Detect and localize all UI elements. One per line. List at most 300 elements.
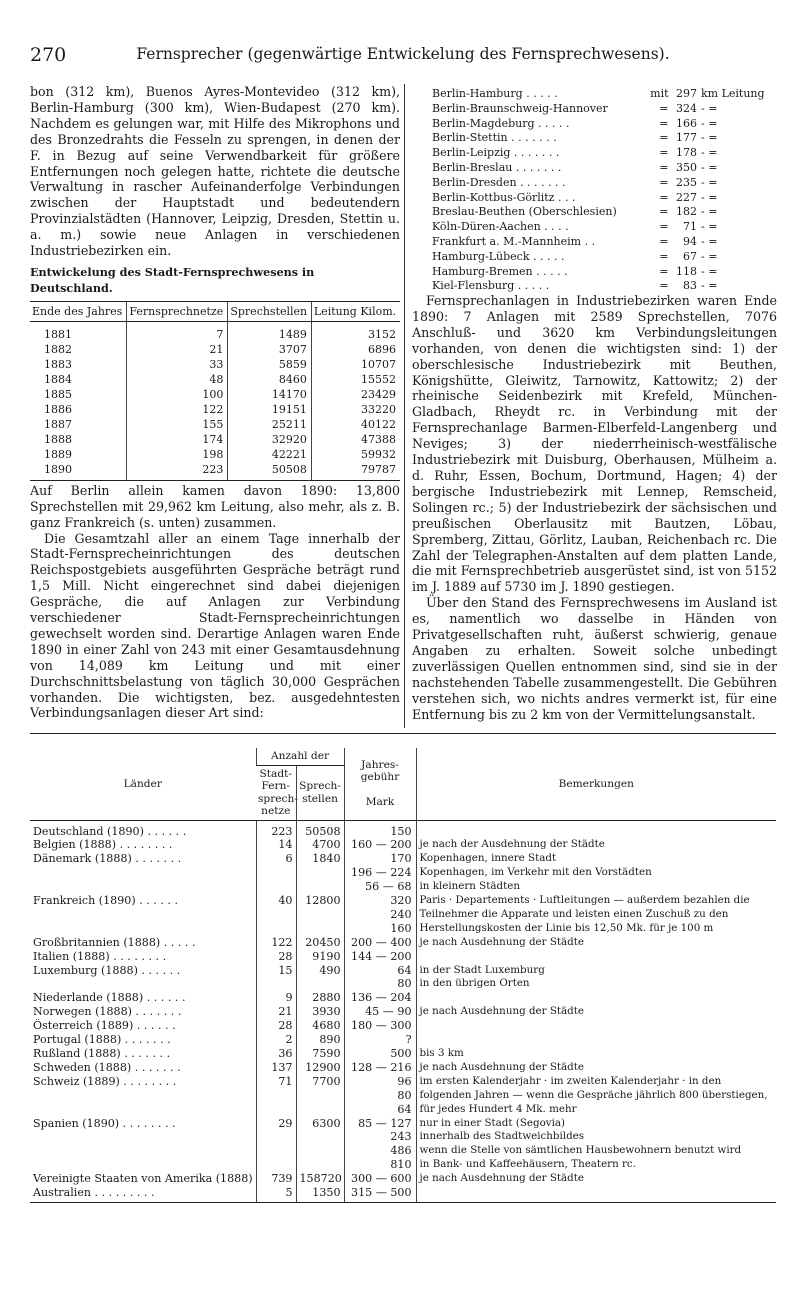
stats-cell-stations: 42221: [228, 447, 312, 462]
country-remarks: [416, 936, 776, 950]
fee-value: 500: [390, 1047, 412, 1060]
country-row: [30, 1047, 776, 1061]
stats-cell-networks: 174: [127, 432, 228, 447]
fee-value: 56 — 68: [365, 880, 412, 894]
route-km: 227: [676, 190, 697, 204]
stats-cell-lines: 40122: [311, 417, 400, 432]
country-networks: 739: [256, 1172, 296, 1186]
country-fees: [344, 1186, 416, 1202]
country-name: Frankreich (1890) . . . . . .: [33, 894, 178, 908]
left-paragraph-1: bon (312 km), Buenos Ayres-Montevideo (312 km), Berlin-Hamburg (300 km), Wien-Budapest (270 km). Nachdem es gelungen war, mit Hilfe des Mikrophons und des Bronzedrahts die Fesseln zu sprengen, in denen der F. in Bezug auf seine Verwendbarkeit für größere Entfernungen noch gelegen hatte, richtete die deutsche Verwaltung in rascher Aufeinanderfolge Verbindungen zwischen der Hauptstadt und bedeutendern Provinzialstädten (Hannover, Leipzig, Dresden, Stettin u. a. m.) sowie neue Anlagen in verschiedenen Industriebezirken ein.: [30, 84, 400, 259]
country-networks: 71: [256, 1075, 296, 1117]
stats-cell-stations: 32920: [228, 432, 312, 447]
country-fees: [344, 936, 416, 950]
country-name: Deutschland (1890) . . . . . .: [33, 824, 187, 838]
route-pre: mit: [650, 87, 669, 100]
fee-value: 64: [397, 963, 412, 977]
country-stations: 4700: [296, 838, 344, 852]
stats-row: [30, 342, 400, 357]
stats-cell-year: 1883: [44, 357, 72, 371]
country-networks: 28: [256, 1019, 296, 1033]
stats-cell-networks: 7: [127, 321, 228, 342]
country-fees: [344, 894, 416, 936]
route-cell: [430, 191, 645, 206]
route-dots: . . . .: [544, 220, 569, 234]
fee-value: 196 — 224: [351, 866, 412, 880]
country-name: Dänemark (1888) . . . . . . .: [33, 852, 182, 866]
fee-value: 45 — 90: [365, 1005, 412, 1019]
stats-cell-stations: 1489: [228, 321, 312, 342]
country-row: [30, 1019, 776, 1033]
stats-cell-networks: 122: [127, 402, 228, 417]
stats-col-stations: Sprechstellen: [228, 301, 312, 321]
stats-row: [30, 321, 400, 342]
country-name: Spanien (1890) . . . . . . . .: [33, 1116, 176, 1130]
fee-value: 180 — 300: [351, 1019, 412, 1033]
route-dots: . . . . .: [538, 116, 570, 130]
country-name: Rußland (1888) . . . . . . .: [33, 1047, 171, 1060]
route-km: 297: [676, 87, 697, 100]
col-netze: Stadt-Fern-sprech-netze: [256, 765, 296, 820]
country-remarks: [416, 820, 776, 838]
route-unit: - =: [701, 101, 718, 115]
country-row: [30, 1117, 776, 1173]
remark-line: in Bank- und Kaffeehäusern, Theatern rc.: [419, 1158, 636, 1171]
route-km: 178: [676, 146, 697, 160]
country-row: [30, 1172, 776, 1186]
country-fees: [344, 1061, 416, 1075]
col-anzahl: Anzahl der: [256, 748, 344, 765]
route-name: Berlin-Stettin: [432, 131, 508, 145]
route-cell: [430, 205, 645, 220]
country-fees: [344, 820, 416, 838]
country-stations: 2880: [296, 991, 344, 1005]
fee-value: 96: [397, 1074, 412, 1088]
route-pre: =: [659, 205, 669, 219]
countries-table: [30, 748, 776, 1203]
stats-cell-stations: 8460: [228, 372, 312, 387]
country-networks: 9: [256, 991, 296, 1005]
route-name: Hamburg-Lübeck: [432, 249, 530, 263]
route-dots: . . . . .: [533, 249, 565, 263]
stats-cell-lines: 23429: [311, 387, 400, 402]
country-fees: [344, 1075, 416, 1117]
route-unit: km Leitung: [701, 87, 765, 100]
country-name: Großbritannien (1888) . . . . .: [33, 935, 196, 949]
route-pre: =: [659, 131, 669, 145]
route-cell: [430, 146, 645, 161]
route-unit: - =: [701, 131, 718, 145]
country-row: [30, 964, 776, 992]
country-fees: [344, 1033, 416, 1047]
country-row: [30, 1075, 776, 1117]
remark-line: je nach Ausdehnung der Städte: [419, 1005, 584, 1018]
country-name: Belgien (1888) . . . . . . . .: [33, 838, 173, 852]
remark-line: in kleinern Städten: [419, 880, 520, 893]
stats-cell-lines: 33220: [311, 402, 400, 417]
country-row: [30, 936, 776, 950]
route-dots: . . . . . . .: [515, 160, 562, 174]
stats-row: [30, 417, 400, 432]
country-stations: 1840: [296, 852, 344, 894]
country-row: [30, 1186, 776, 1202]
right-column: [412, 293, 777, 722]
country-networks: 40: [256, 894, 296, 936]
stats-cell-networks: 223: [127, 462, 228, 481]
country-fees: [344, 852, 416, 894]
fee-value: 150: [390, 824, 412, 838]
route-dots: . . . . . . .: [511, 131, 557, 145]
stats-cell-networks: 198: [127, 447, 228, 462]
stats-table-caption: Entwickelung des Stadt-Fernsprechwesens in Deutschland.: [30, 264, 315, 295]
stats-col-lines: Leitung Kilom.: [311, 301, 400, 321]
route-name: Berlin-Leipzig: [432, 146, 511, 160]
stats-col-networks: Fernsprechnetze: [127, 301, 228, 321]
route-cell: [430, 176, 645, 191]
country-stations: 7700: [296, 1075, 344, 1117]
col-laender: Länder: [30, 748, 256, 820]
country-stations: 890: [296, 1033, 344, 1047]
route-row: [430, 279, 776, 294]
route-dots: . .: [584, 234, 596, 248]
country-row: [30, 852, 776, 894]
route-row: [430, 265, 776, 280]
stats-cell-year: 1890: [30, 462, 127, 481]
country-name: Schweiz (1889) . . . . . . . .: [33, 1074, 177, 1088]
country-stations: 7590: [296, 1047, 344, 1061]
stats-cell-networks: 21: [127, 342, 228, 357]
country-networks: 137: [256, 1061, 296, 1075]
country-stations: 20450: [296, 936, 344, 950]
fee-value: 80: [397, 1088, 412, 1102]
route-pre: =: [659, 146, 669, 160]
stats-cell-stations: 5859: [228, 357, 312, 372]
country-networks: 28: [256, 950, 296, 964]
stats-row: [30, 402, 400, 417]
country-row: [30, 950, 776, 964]
route-row: [430, 176, 776, 191]
col-gebuehr-unit: Mark: [365, 796, 395, 809]
country-stations: 1350: [296, 1186, 344, 1202]
stats-cell-stations: 50508: [228, 462, 312, 481]
left-paragraph-3: Die Gesamtzahl aller an einem Tage innerhalb der Stadt-Fernsprecheinrichtungen des deutschen Reichspostgebiets ausgeführten Gespräche beträgt rund 1,5 Mill. Nicht eingerechnet sind dabei diejenigen Gespräche, die auf Anlagen zur Verbindung verschiedener Stadt-Fernsprecheinrichtungen gewechselt worden sind. Derartige Anlagen waren Ende 1890 in einer Zahl von 243 mit einer Gesamtausdehnung von 14,089 km Leitung und mit einer Durchschnittsbelastung von täglich 30,000 Gesprächen vorhanden. Die wichtigsten, bez. ausgedehntesten Verbindungsanlagen dieser Art sind:: [30, 530, 400, 721]
country-remarks: [416, 1172, 776, 1186]
route-row: [430, 131, 776, 146]
fee-value: 128 — 216: [351, 1060, 412, 1074]
route-name: Berlin-Kottbus-Görlitz: [432, 190, 555, 204]
stats-row: [30, 387, 400, 402]
remark-line: bis 3 km: [419, 1047, 464, 1059]
stats-cell-stations: 14170: [228, 387, 312, 402]
country-remarks: [416, 1005, 776, 1019]
route-dots: . . .: [557, 190, 576, 204]
left-column: [30, 84, 400, 721]
route-km: 324: [676, 101, 697, 115]
route-km: 118: [676, 264, 697, 278]
route-pre: =: [659, 264, 669, 278]
stats-cell-year: 1884: [44, 372, 72, 386]
route-unit: - =: [701, 116, 718, 130]
fee-value: 85 — 127: [358, 1116, 412, 1130]
fee-value: 136 — 204: [351, 991, 412, 1005]
country-networks: 6: [256, 852, 296, 894]
country-networks: 5: [256, 1186, 296, 1202]
route-name: Hamburg-Bremen: [432, 264, 533, 278]
route-row: [430, 146, 776, 161]
route-dots: . . . . . . .: [520, 175, 566, 189]
country-fees: [344, 838, 416, 852]
route-name: Berlin-Breslau: [432, 160, 513, 174]
route-pre: =: [659, 234, 669, 248]
remark-line: je nach Ausdehnung der Städte: [419, 1060, 584, 1073]
country-remarks: [416, 1075, 776, 1117]
stats-cell-year: 1881: [44, 327, 72, 341]
route-km: 94: [683, 234, 697, 248]
remark-line: nur in einer Stadt (Segovia): [419, 1116, 566, 1129]
country-name: Vereinigte Staaten von Amerika (1888): [33, 1172, 253, 1186]
route-row: [430, 161, 776, 176]
route-row: [430, 235, 776, 250]
country-row: [30, 1061, 776, 1075]
country-name: Australien . . . . . . . . .: [30, 1186, 256, 1202]
country-name: Luxemburg (1888) . . . . . .: [33, 963, 181, 977]
route-row: [430, 220, 776, 235]
page-number: 270: [30, 44, 67, 66]
route-cell: [430, 250, 645, 265]
remark-line: in der Stadt Luxemburg: [419, 963, 545, 976]
route-unit: - =: [701, 205, 718, 219]
remark-line: je nach der Ausdehnung der Städte: [419, 838, 605, 851]
fee-value: 320: [390, 894, 412, 908]
country-fees: [344, 1019, 416, 1033]
stats-cell-networks: 100: [127, 387, 228, 402]
country-name: Niederlande (1888) . . . . . .: [33, 991, 186, 1005]
stats-cell-lines: 47388: [311, 432, 400, 447]
page-header: [30, 44, 776, 68]
route-cell: [430, 102, 645, 117]
country-stations: 9190: [296, 950, 344, 964]
route-cell: [430, 220, 645, 235]
route-name: Kiel-Flensburg: [432, 279, 515, 293]
country-row: [30, 894, 776, 936]
stats-cell-lines: 10707: [311, 357, 400, 372]
fee-value: 486: [390, 1144, 412, 1158]
country-stations: 490: [296, 964, 344, 992]
country-remarks: [416, 852, 776, 894]
remark-line: wenn die Stelle von sämtlichen Hausbewohnern benutzt wird: [419, 1144, 742, 1157]
route-unit: - =: [701, 279, 718, 293]
route-pre: =: [659, 190, 669, 204]
country-networks: 29: [256, 1117, 296, 1173]
route-km: 177: [676, 131, 697, 145]
route-cell: [430, 161, 645, 176]
stats-row: [30, 447, 400, 462]
fee-value: 160: [390, 921, 412, 935]
stats-col-year: Ende des Jahres: [30, 301, 127, 321]
route-km: 235: [676, 175, 697, 189]
stats-cell-year: 1885: [44, 387, 72, 401]
fee-value: 315 — 500: [351, 1186, 412, 1200]
country-remarks: [416, 1019, 776, 1033]
route-km: 83: [683, 279, 697, 293]
route-dots: . . . . .: [517, 279, 550, 293]
right-paragraph-1: Fernsprechanlagen in Industriebezirken waren Ende 1890: 7 Anlagen mit 2589 Sprechstellen, 7076 Anschluß- und 3620 km Verbindungsleitungen vorhanden, von denen die wichtigsten sind: 1) der oberschlesische Industriebezirk mit Beuthen, Königshütte, Gleiwitz, Tarnowitz, Kattowitz; 2) der rheinische Seidenbezirk mit Krefeld, München-Gladbach, Rheydt rc. in Verbindung mit der Fernsprechanlage Barmen-Elberfeld-Langenberg und Neviges; 3) der niederrheinisch-westfälische Industriebezirk mit Duisburg, Oberhausen, Mülheim a. d. Ruhr, Essen, Bochum, Dortmund, Hagen; 4) der bergische Industriebezirk mit Lennep, Remscheid, Solingen rc.; 5) der Industriebezirk der sächsischen und preußischen Oberlausitz mit Bautzen, Löbau, Spremberg, Zittau, Görlitz, Lauban, Reichenbach rc. Die Zahl der Telegraphen-Anstalten auf dem platten Lande, die mit Fernsprechbetrieb ausgerüstet sind, ist von 5152 im J. 1889 auf 5730 im J. 1890 gestiegen.: [412, 293, 777, 595]
stats-table: [30, 301, 400, 481]
route-unit: - =: [701, 190, 718, 204]
stats-cell-stations: 25211: [228, 417, 312, 432]
route-pre: =: [659, 249, 669, 263]
right-paragraph-2: Über den Stand des Fernsprechwesens im Ausland ist es, namentlich wo dasselbe in Händen von Privatgesellschaften ruht, äußerst schwierig, genaue Angaben zu erhalten. Soweit solche unbedingt zuverlässigen Quellen entnommen sind, sind sie in der nachstehenden Tabelle zusammengestellt. Die Gebühren verstehen sich, wo nichts andres vermerkt ist, für eine Entfernung bis zu 2 km von der Vermittelungsanstalt.: [412, 595, 777, 722]
country-name: Portugal (1888) . . . . . . .: [33, 1033, 171, 1047]
stats-row: [30, 357, 400, 372]
route-unit: - =: [701, 160, 718, 174]
route-row: [430, 250, 776, 265]
country-fees: [344, 1047, 416, 1061]
stats-cell-networks: 48: [127, 372, 228, 387]
stats-row: [30, 372, 400, 387]
country-remarks: [416, 838, 776, 852]
route-km: 67: [683, 249, 697, 263]
country-stations: 12900: [296, 1061, 344, 1075]
route-pre: =: [659, 116, 669, 130]
stats-row: [30, 462, 400, 481]
stats-cell-lines: 15552: [311, 372, 400, 387]
col-bemerkungen: Bemerkungen: [416, 748, 776, 820]
route-cell: [430, 279, 645, 294]
route-name: Berlin-Magdeburg: [432, 116, 535, 130]
fee-value: 243: [390, 1130, 412, 1144]
country-name: Schweden (1888) . . . . . . .: [33, 1060, 181, 1074]
country-name: Österreich (1889) . . . . . .: [33, 1019, 176, 1033]
fee-value: 64: [397, 1102, 412, 1116]
country-networks: 21: [256, 1005, 296, 1019]
route-km: 166: [676, 116, 697, 130]
route-cell: [430, 87, 645, 102]
country-fees: [344, 991, 416, 1005]
remark-line: Paris · Departements · Luftleitungen — außerdem bezahlen die Teilnehmer die Apparate und leisten einen Zuschuß zu den Herstellungskosten der Linie bis 12,50 Mk. für je 100 m: [419, 894, 750, 934]
route-name: Frankfurt a. M.-Mannheim: [432, 234, 582, 248]
route-name: Breslau-Beuthen (Oberschlesien): [432, 205, 617, 219]
route-unit: - =: [701, 249, 718, 263]
col-stellen: Sprech-stellen: [296, 765, 344, 820]
fee-value: 240: [390, 907, 412, 921]
country-row: [30, 1033, 776, 1047]
stats-cell-networks: 33: [127, 357, 228, 372]
route-name: Berlin-Dresden: [432, 175, 517, 189]
country-remarks: [416, 950, 776, 964]
fee-value: 80: [397, 977, 412, 991]
country-stations: 6300: [296, 1117, 344, 1173]
col-gebuehr: [344, 748, 416, 820]
route-dots: . . . . .: [536, 264, 568, 278]
country-remarks: [416, 991, 776, 1005]
country-stations: 4680: [296, 1019, 344, 1033]
route-row: [430, 102, 776, 117]
country-networks: 36: [256, 1047, 296, 1061]
stats-cell-lines: 79787: [311, 462, 400, 481]
country-stations: 50508: [296, 820, 344, 838]
country-fees: [344, 950, 416, 964]
route-cell: [430, 235, 645, 250]
running-title: Fernsprecher (gegenwärtige Entwickelung des Fernsprechwesens).: [136, 45, 670, 63]
country-stations: 12800: [296, 894, 344, 936]
stats-cell-stations: 3707: [228, 342, 312, 357]
route-unit: - =: [701, 234, 718, 248]
country-remarks: [416, 1061, 776, 1075]
route-pre: =: [659, 101, 669, 115]
left-paragraph-2: Auf Berlin allein kamen davon 1890: 13,800 Sprechstellen mit 29,962 km Leitung, also mehr, als z. B. ganz Frankreich (s. unten) zusammen.: [30, 482, 400, 530]
fee-value: 200 — 400: [351, 935, 412, 949]
route-km: 182: [676, 205, 697, 219]
fee-value: ?: [405, 1033, 412, 1047]
route-pre: =: [659, 279, 669, 293]
route-unit: - =: [701, 175, 718, 189]
country-networks: 122: [256, 936, 296, 950]
country-row: [30, 838, 776, 852]
route-unit: - =: [701, 146, 718, 160]
stats-cell-lines: 6896: [311, 342, 400, 357]
country-stations: 3930: [296, 1005, 344, 1019]
country-fees: [344, 1172, 416, 1186]
country-row: [30, 1005, 776, 1019]
country-remarks: [416, 1186, 776, 1202]
route-dots: . . . . .: [526, 87, 558, 100]
remark-line: innerhalb des Stadtweichbildes: [419, 1130, 585, 1143]
country-networks: 14: [256, 838, 296, 852]
remark-line: je nach Ausdehnung der Städte: [419, 1172, 584, 1185]
remark-line: im ersten Kalenderjahr · im zweiten Kalenderjahr · in den folgenden Jahren — wenn die Gespräche jährlich 800 überstiegen, für jedes Hundert 4 Mk. mehr: [419, 1074, 768, 1115]
stats-row: [30, 432, 400, 447]
stats-cell-year: 1889: [44, 447, 72, 461]
fee-value: 300 — 600: [351, 1172, 412, 1186]
route-name: Berlin-Braunschweig-Hannover: [432, 101, 608, 115]
remark-line: in den übrigen Orten: [419, 977, 530, 990]
country-name: Italien (1888) . . . . . . . .: [33, 949, 167, 963]
fee-value: 144 — 200: [351, 949, 412, 963]
stats-cell-lines: 3152: [311, 321, 400, 342]
route-row: [430, 191, 776, 206]
stats-cell-networks: 155: [127, 417, 228, 432]
stats-cell-year: 1887: [44, 417, 72, 431]
table-top-rule: [30, 733, 776, 734]
route-cell: [430, 131, 645, 146]
country-fees: [344, 1005, 416, 1019]
route-pre: =: [659, 175, 669, 189]
country-networks: 223: [256, 820, 296, 838]
route-pre: =: [659, 220, 669, 234]
fee-value: 160 — 200: [351, 838, 412, 852]
fee-value: 810: [390, 1158, 412, 1172]
stats-cell-lines: 59932: [311, 447, 400, 462]
country-remarks: [416, 1117, 776, 1173]
remark-line: je nach Ausdehnung der Städte: [419, 935, 584, 948]
stats-cell-year: 1886: [44, 402, 72, 416]
route-distance-list: [430, 87, 776, 294]
route-row: [430, 87, 776, 102]
route-dots: . . . . . . .: [513, 146, 560, 160]
column-divider: [404, 84, 405, 728]
country-stations: 158720: [296, 1172, 344, 1186]
fee-value: 170: [390, 852, 412, 866]
route-km: 350: [676, 160, 697, 174]
route-row: [430, 205, 776, 220]
remark-line: Kopenhagen, im Verkehr mit den Vorstädten: [419, 866, 652, 879]
route-name: Köln-Düren-Aachen: [432, 220, 541, 234]
country-row: [30, 991, 776, 1005]
route-cell: [430, 117, 645, 132]
country-remarks: [416, 964, 776, 992]
country-row: [30, 820, 776, 838]
